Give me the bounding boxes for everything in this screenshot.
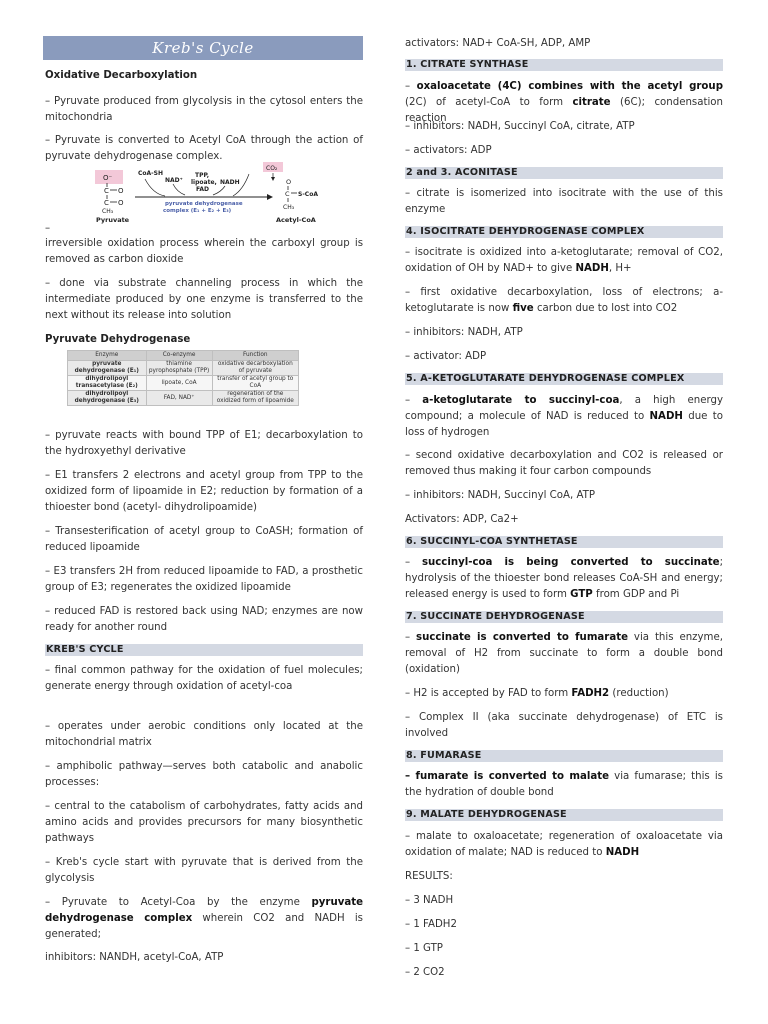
paragraph: – amphibolic pathway—serves both catabolic and anabolic processes: (45, 761, 363, 788)
paragraph: – inhibitors: NADH, Succinyl CoA, ATP (405, 490, 596, 501)
section-band-isocitrate-dehydrogenase: 4. ISOCITRATE DEHYDROGENASE COMPLEX (405, 226, 723, 238)
result-item: – 1 FADH2 (405, 919, 457, 930)
table-row: pyruvate dehydrogenase (E₁) thiamine pyrophosphate (TPP) oxidative decarboxylation of pyruvate (68, 361, 299, 376)
table-header: Enzyme (68, 351, 147, 361)
svg-text:lipoate,: lipoate, (191, 179, 217, 186)
paragraph: inhibitors: NANDH, acetyl-CoA, ATP (45, 952, 224, 963)
paragraph: – succinate is converted to fumarate via this enzyme, removal of H2 from succinate to form a double bond (oxidation) (405, 632, 723, 675)
paragraph: – succinyl-coa is being converted to succinate; hydrolysis of the thioester bond releases CoA-SH and energy; released energy is used to form GTP from GDP and Pi (405, 557, 723, 600)
table-row: dihydrolipoyl dehydrogenase (E₃) FAD, NAD⁺ regeneration of the oxidized form of lipoamide (68, 391, 299, 406)
svg-text:CH₃: CH₃ (283, 204, 295, 211)
paragraph: Activators: ADP, Ca2+ (405, 514, 519, 525)
pyruvate-label: Pyruvate (96, 216, 130, 224)
svg-text:pyruvate dehydrogenase: pyruvate dehydrogenase (165, 201, 243, 207)
section-band-a-ketoglutarate: 5. A-KETOGLUTARATE DEHYDROGENASE COMPLEX (405, 373, 723, 385)
paragraph: – Complex II (aka succinate dehydrogenase) of ETC is involved (405, 712, 723, 739)
section-band-fumarase: 8. FUMARASE (405, 750, 723, 762)
svg-text:NAD⁺: NAD⁺ (165, 177, 183, 184)
pdh-table (67, 350, 299, 406)
paragraph: – inhibitors: NADH, Succinyl CoA, citrate, ATP (405, 121, 635, 132)
paragraph: – E1 transfers 2 electrons and acetyl group from TPP to the oxidized form of lipoamide in E2; reduction by formation of a thioester bond (acetyl- dihydrolipoamide) (45, 470, 363, 513)
heading-oxidative-decarboxylation: Oxidative Decarboxylation (45, 70, 198, 81)
paragraph: – activator: ADP (405, 351, 487, 362)
table-header: Co-enzyme (146, 351, 212, 361)
paragraph: – citrate is isomerized into isocitrate with the use of this enzyme (405, 188, 723, 215)
svg-text:TPP,: TPP, (195, 172, 210, 179)
svg-text:O: O (118, 187, 124, 195)
svg-text:complex (E₁ + E₂ + E₃): complex (E₁ + E₂ + E₃) (163, 208, 232, 214)
paragraph: – Pyruvate produced from glycolysis in the cytosol enters the mitochondria (45, 96, 363, 123)
svg-text:FAD: FAD (196, 186, 210, 193)
paragraph: – second oxidative decarboxylation and CO2 is released or removed thus making it four carbon compounds (405, 450, 723, 477)
paragraph: – first oxidative decarboxylation, loss of electrons; a-ketoglutarate is now five carbon due to lost into CO2 (405, 287, 723, 314)
paragraph: – activators: ADP (405, 145, 492, 156)
paragraph: – E3 transfers 2H from reduced lipoamide to FAD, a prosthetic group of E3; regenerates the oxidized lipoamide (45, 566, 363, 593)
paragraph: – malate to oxaloacetate; regeneration of oxaloacetate via oxidation of malate; NAD is reduced to NADH (405, 831, 723, 858)
section-band-krebs-cycle: KREB'S CYCLE (45, 644, 363, 656)
paragraph: – Pyruvate is converted to Acetyl CoA through the action of pyruvate dehydrogenase complex. (45, 135, 363, 162)
paragraph: – Kreb's cycle start with pyruvate that is derived from the glycolysis (45, 857, 363, 884)
paragraph: – final common pathway for the oxidation of fuel molecules; generate energy through oxidation of acetyl-coa (45, 665, 363, 692)
paragraph: – H2 is accepted by FAD to form FADH2 (reduction) (405, 688, 669, 699)
table-row: dihydrolipoyl transacetylase (E₂) lipoate, CoA transfer of acetyl group to CoA (68, 376, 299, 391)
paragraph: – a-ketoglutarate to succinyl-coa, a high energy compound; a molecule of NAD is reduced to NADH due to loss of hydrogen (405, 395, 723, 438)
result-item: – 2 CO2 (405, 967, 445, 978)
paragraph: irreversible oxidation process wherein the carboxyl group is removed as carbon dioxide (45, 238, 363, 265)
paragraph: – Pyruvate to Acetyl-Coa by the enzyme pyruvate dehydrogenase complex wherein CO2 and NADH is generated; (45, 897, 363, 940)
paragraph: – inhibitors: NADH, ATP (405, 327, 523, 338)
section-band-succinyl-coa-synthetase: 6. SUCCINYL-COA SYNTHETASE (405, 536, 723, 548)
paragraph: – isocitrate is oxidized into a-ketoglutarate; removal of CO2, oxidation of OH by NAD+ to give NADH, H+ (405, 247, 723, 274)
paragraph: – fumarate is converted to malate via fumarase; this is the hydration of double bond (405, 771, 723, 798)
paragraph: – pyruvate reacts with bound TPP of E1; decarboxylation to the hydroxyethyl derivative (45, 430, 363, 457)
page-title: Kreb's Cycle (43, 36, 363, 60)
result-item: – 3 NADH (405, 895, 454, 906)
section-band-citrate-synthase: 1. CITRATE SYNTHASE (405, 59, 723, 71)
paragraph: – done via substrate channeling process in which the intermediate produced by one enzyme is transferred to the next without its release into solution (45, 278, 363, 321)
svg-text:CH₃: CH₃ (102, 208, 114, 215)
svg-text:CoA-SH: CoA-SH (138, 170, 164, 177)
svg-text:C: C (104, 199, 109, 207)
co2-label: CO₂ (266, 165, 278, 172)
paragraph: – Transesterification of acetyl group to CoASH; formation of reduced lipoamide (45, 526, 363, 553)
acetyl-coa-label: Acetyl-CoA (276, 216, 316, 224)
svg-text:C: C (104, 187, 109, 195)
table-header: Function (212, 351, 298, 361)
heading-pyruvate-dehydrogenase: Pyruvate Dehydrogenase (45, 334, 191, 345)
pyruvate-reaction-diagram (93, 162, 343, 224)
paragraph: – operates under aerobic conditions only located at the mitochondrial matrix (45, 721, 363, 748)
acetyl-o: O (286, 178, 292, 186)
svg-text:S-CoA: S-CoA (298, 191, 318, 198)
section-band-aconitase: 2 and 3. ACONITASE (405, 167, 723, 179)
paragraph: – oxaloacetate (4C) combines with the acetyl group (2C) of acetyl-CoA to form citrate (6C); condensation reaction (405, 81, 723, 124)
result-item: – 1 GTP (405, 943, 443, 954)
paragraph: – central to the catabolism of carbohydrates, fatty acids and amino acids and provides precursors for many biosynthetic pathways (45, 801, 363, 844)
results-heading: RESULTS: (405, 871, 453, 882)
svg-text:C: C (285, 190, 290, 198)
svg-text:O: O (118, 199, 124, 207)
dash: – (45, 223, 51, 234)
section-band-malate-dehydrogenase: 9. MALATE DEHYDROGENASE (405, 809, 723, 821)
svg-text:NADH: NADH (220, 179, 240, 186)
paragraph: – reduced FAD is restored back using NAD; enzymes are now ready for another round (45, 606, 363, 633)
o-minus-label: O⁻ (103, 174, 113, 182)
paragraph: activators: NAD+ CoA-SH, ADP, AMP (405, 38, 591, 49)
section-band-succinate-dehydrogenase: 7. SUCCINATE DEHYDROGENASE (405, 611, 723, 623)
